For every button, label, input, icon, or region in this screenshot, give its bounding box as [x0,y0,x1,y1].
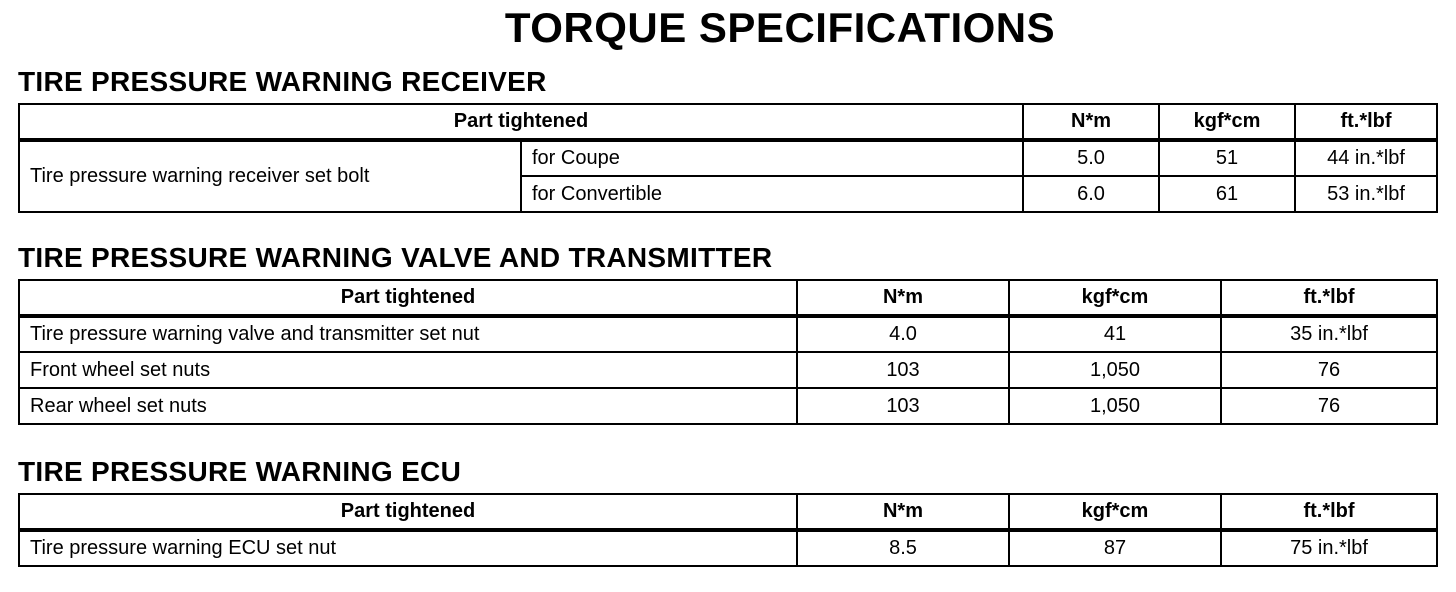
section-heading-ecu: TIRE PRESSURE WARNING ECU [18,456,462,487]
column-header-ftlbf: ft.*lbf [1221,280,1437,316]
column-header-nm: N*m [1023,104,1159,140]
page-title: TORQUE SPECIFICATIONS [504,4,1056,51]
part-name-cell: Tire pressure warning receiver set bolt [19,140,521,212]
table-row [19,140,1437,176]
ftlbf-cell: 35 in.*lbf [1221,316,1437,352]
part-name-cell: Tire pressure warning valve and transmitter set nut [19,316,797,352]
table-header-row [19,494,1437,530]
section-heading-receiver: TIRE PRESSURE WARNING RECEIVER [18,66,547,97]
column-header-kgfcm: kgf*cm [1009,494,1221,530]
nm-cell: 8.5 [797,530,1009,566]
nm-cell: 4.0 [797,316,1009,352]
column-header-nm: N*m [797,280,1009,316]
ftlbf-cell: 53 in.*lbf [1295,176,1437,212]
column-header-kgfcm: kgf*cm [1159,104,1295,140]
column-header-ftlbf: ft.*lbf [1295,104,1437,140]
ftlbf-cell: 76 [1221,352,1437,388]
table-header-row [19,104,1437,140]
kgfcm-cell: 51 [1159,140,1295,176]
kgfcm-cell: 1,050 [1009,388,1221,424]
kgfcm-cell: 41 [1009,316,1221,352]
kgfcm-cell: 87 [1009,530,1221,566]
column-header-ftlbf: ft.*lbf [1221,494,1437,530]
column-header-part: Part tightened [19,280,797,316]
table-row [19,530,1437,566]
table-header-row [19,280,1437,316]
column-header-kgfcm: kgf*cm [1009,280,1221,316]
nm-cell: 103 [797,352,1009,388]
table-row [19,316,1437,352]
column-header-part: Part tightened [19,104,1023,140]
table-row [19,388,1437,424]
table-row [19,352,1437,388]
nm-cell: 5.0 [1023,140,1159,176]
valve-transmitter-torque-table [18,279,1438,425]
ftlbf-cell: 75 in.*lbf [1221,530,1437,566]
nm-cell: 6.0 [1023,176,1159,212]
part-name-cell: Tire pressure warning ECU set nut [19,530,797,566]
column-header-nm: N*m [797,494,1009,530]
part-name-cell: Rear wheel set nuts [19,388,797,424]
ftlbf-cell: 44 in.*lbf [1295,140,1437,176]
variant-cell: for Coupe [521,140,1023,176]
kgfcm-cell: 1,050 [1009,352,1221,388]
receiver-torque-table [18,103,1438,213]
variant-cell: for Convertible [521,176,1023,212]
section-heading-valve-transmitter: TIRE PRESSURE WARNING VALVE AND TRANSMITTER [18,242,773,273]
column-header-part: Part tightened [19,494,797,530]
part-name-cell: Front wheel set nuts [19,352,797,388]
nm-cell: 103 [797,388,1009,424]
ftlbf-cell: 76 [1221,388,1437,424]
kgfcm-cell: 61 [1159,176,1295,212]
ecu-torque-table [18,493,1438,567]
